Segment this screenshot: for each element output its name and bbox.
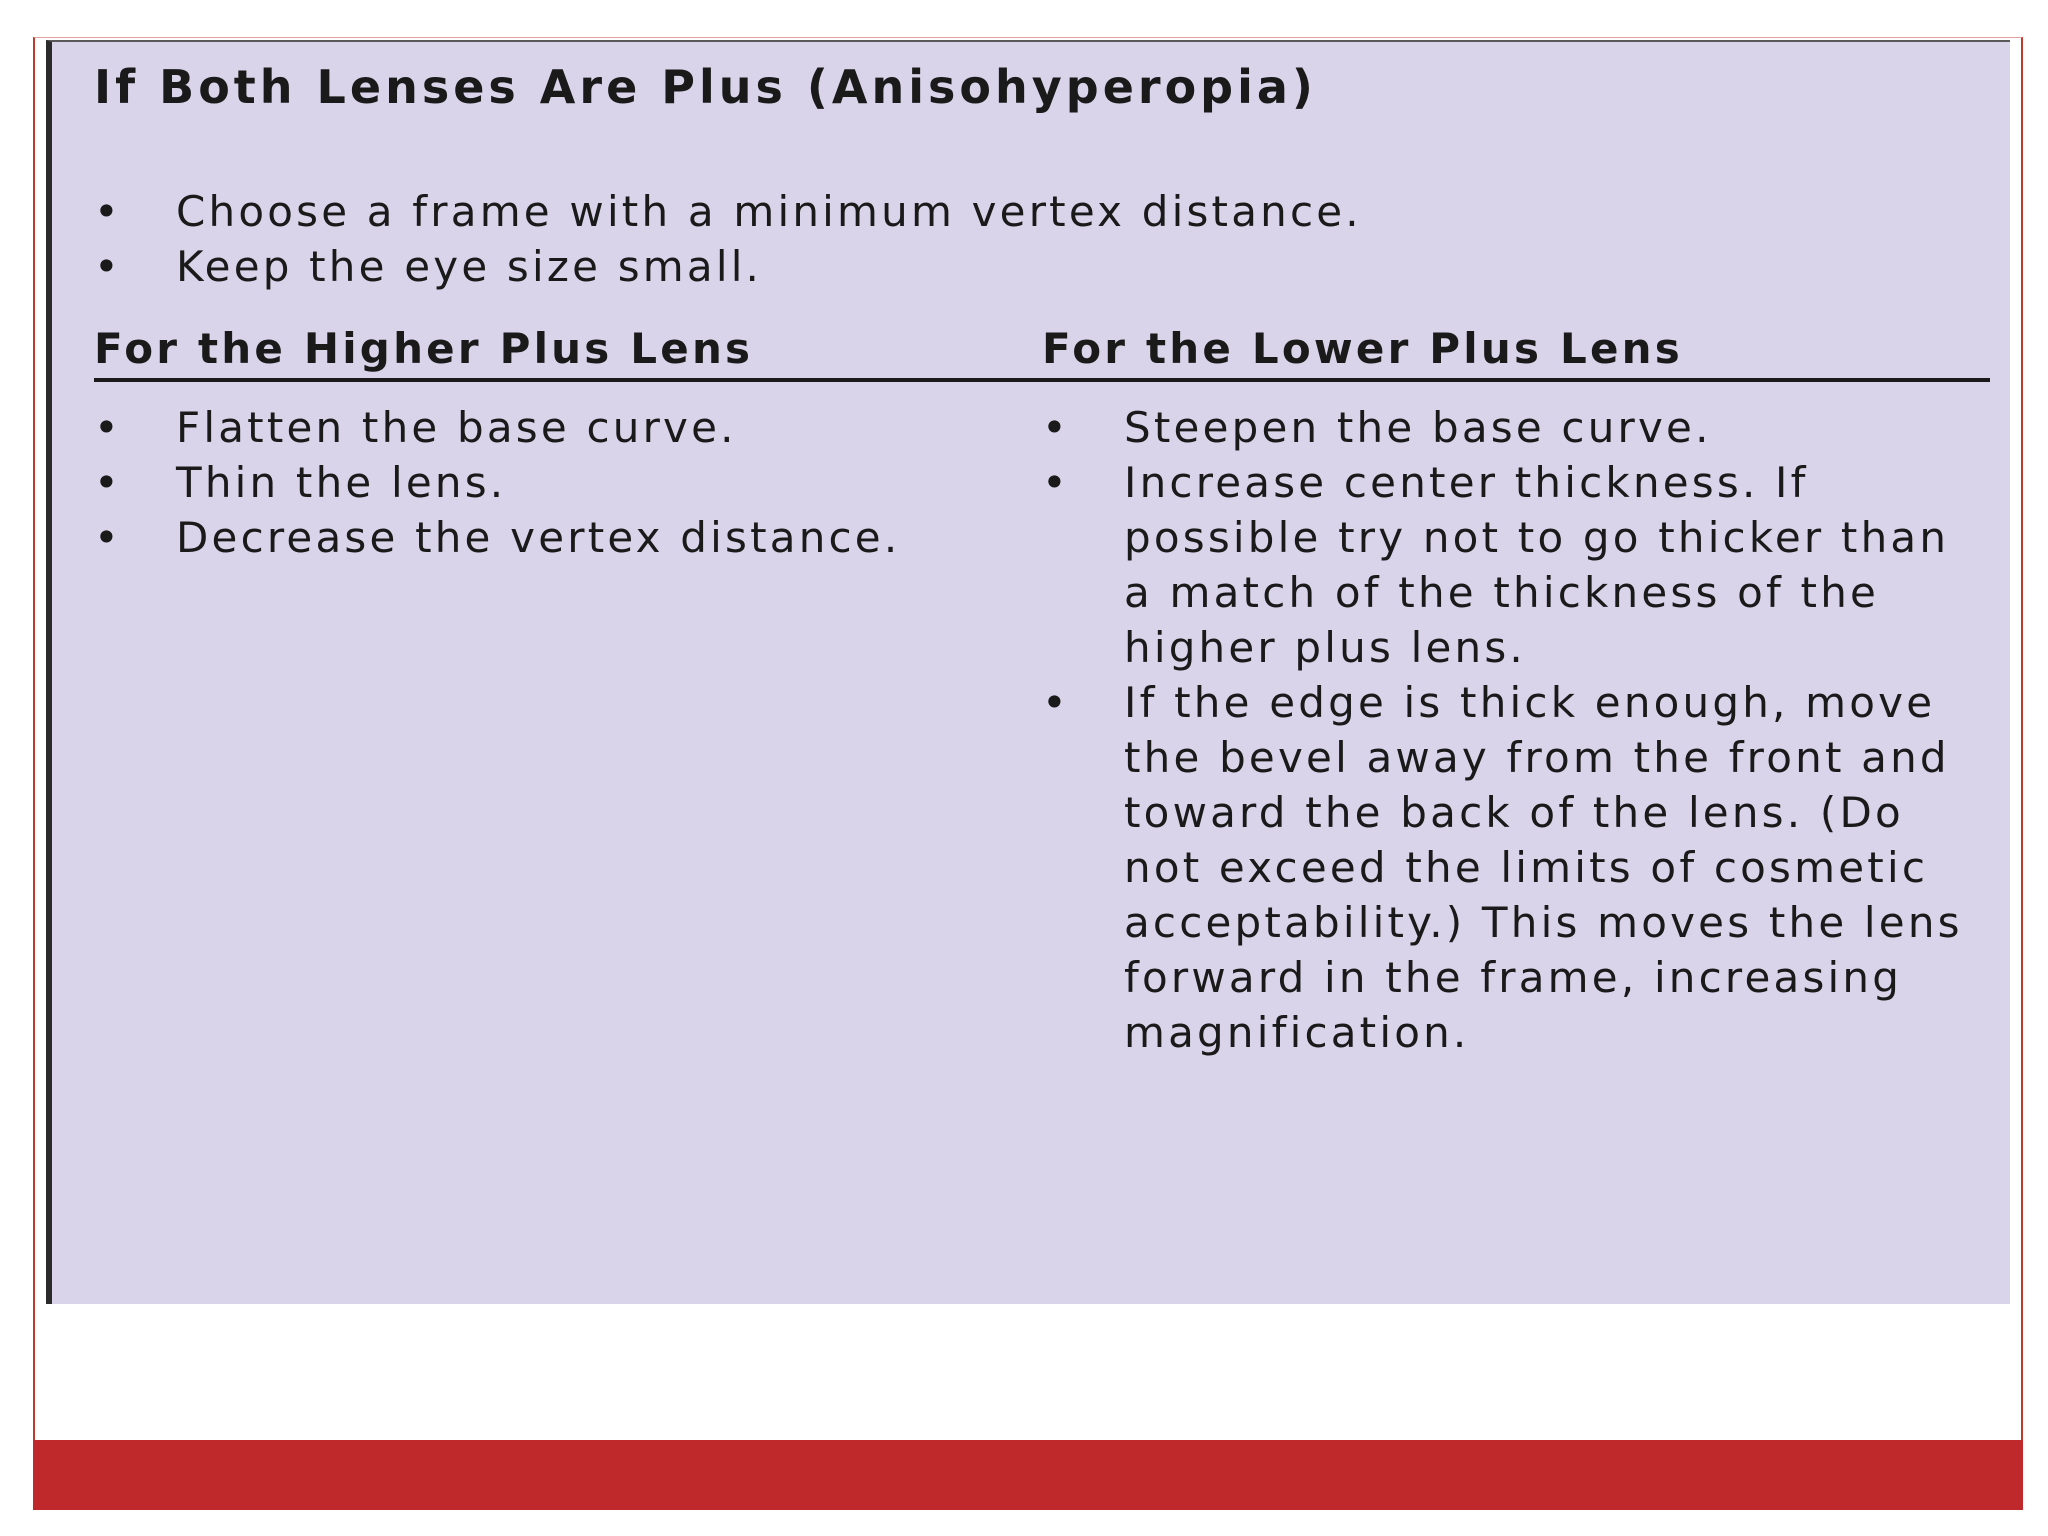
- lower-plus-item-text: If the edge is thick enough, move the bevel away from the front and toward the back of the lens. (Do not exceed the limits of cosmetic acceptability.) This moves the lens forward in the frame, increasing magnification.: [1124, 678, 1963, 1057]
- general-tip-text: Choose a frame with a minimum vertex distance.: [176, 187, 1362, 236]
- higher-plus-item: [94, 455, 1014, 510]
- bullet-icon: •: [94, 458, 122, 507]
- lower-plus-item: [1042, 400, 1982, 455]
- lower-plus-item-text: Steepen the base curve.: [1124, 403, 1712, 452]
- general-tip-item: [94, 184, 1994, 239]
- higher-plus-item-text: Decrease the vertex distance.: [176, 513, 901, 562]
- lower-plus-lens-list: [1042, 400, 1982, 1060]
- higher-plus-item-text: Thin the lens.: [176, 458, 507, 507]
- accent-bar: [33, 1440, 2023, 1510]
- general-tips-list: [94, 184, 1994, 294]
- general-tip-text: Keep the eye size small.: [176, 242, 763, 291]
- higher-plus-item-text: Flatten the base curve.: [176, 403, 737, 452]
- higher-plus-item: [94, 510, 1014, 565]
- general-tip-item: [94, 239, 1994, 294]
- bullet-icon: •: [94, 403, 122, 452]
- bullet-icon: •: [94, 513, 122, 562]
- table-title: If Both Lenses Are Plus (Anisohyperopia): [94, 60, 1317, 114]
- lower-plus-lens-header: For the Lower Plus Lens: [1042, 324, 1683, 373]
- lower-plus-item: [1042, 675, 1982, 1060]
- header-divider: [94, 378, 1990, 382]
- higher-plus-lens-header: For the Higher Plus Lens: [94, 324, 754, 373]
- bullet-icon: •: [1042, 678, 1070, 727]
- bullet-icon: •: [94, 242, 122, 291]
- higher-plus-item: [94, 400, 1014, 455]
- bullet-icon: •: [1042, 403, 1070, 452]
- info-table: [46, 40, 2010, 1304]
- bullet-icon: •: [1042, 458, 1070, 507]
- lower-plus-item: [1042, 455, 1982, 675]
- bullet-icon: •: [94, 187, 122, 236]
- higher-plus-lens-list: [94, 400, 1014, 565]
- lower-plus-item-text: Increase center thickness. If possible try not to go thicker than a match of the thickness of the higher plus lens.: [1124, 458, 1950, 672]
